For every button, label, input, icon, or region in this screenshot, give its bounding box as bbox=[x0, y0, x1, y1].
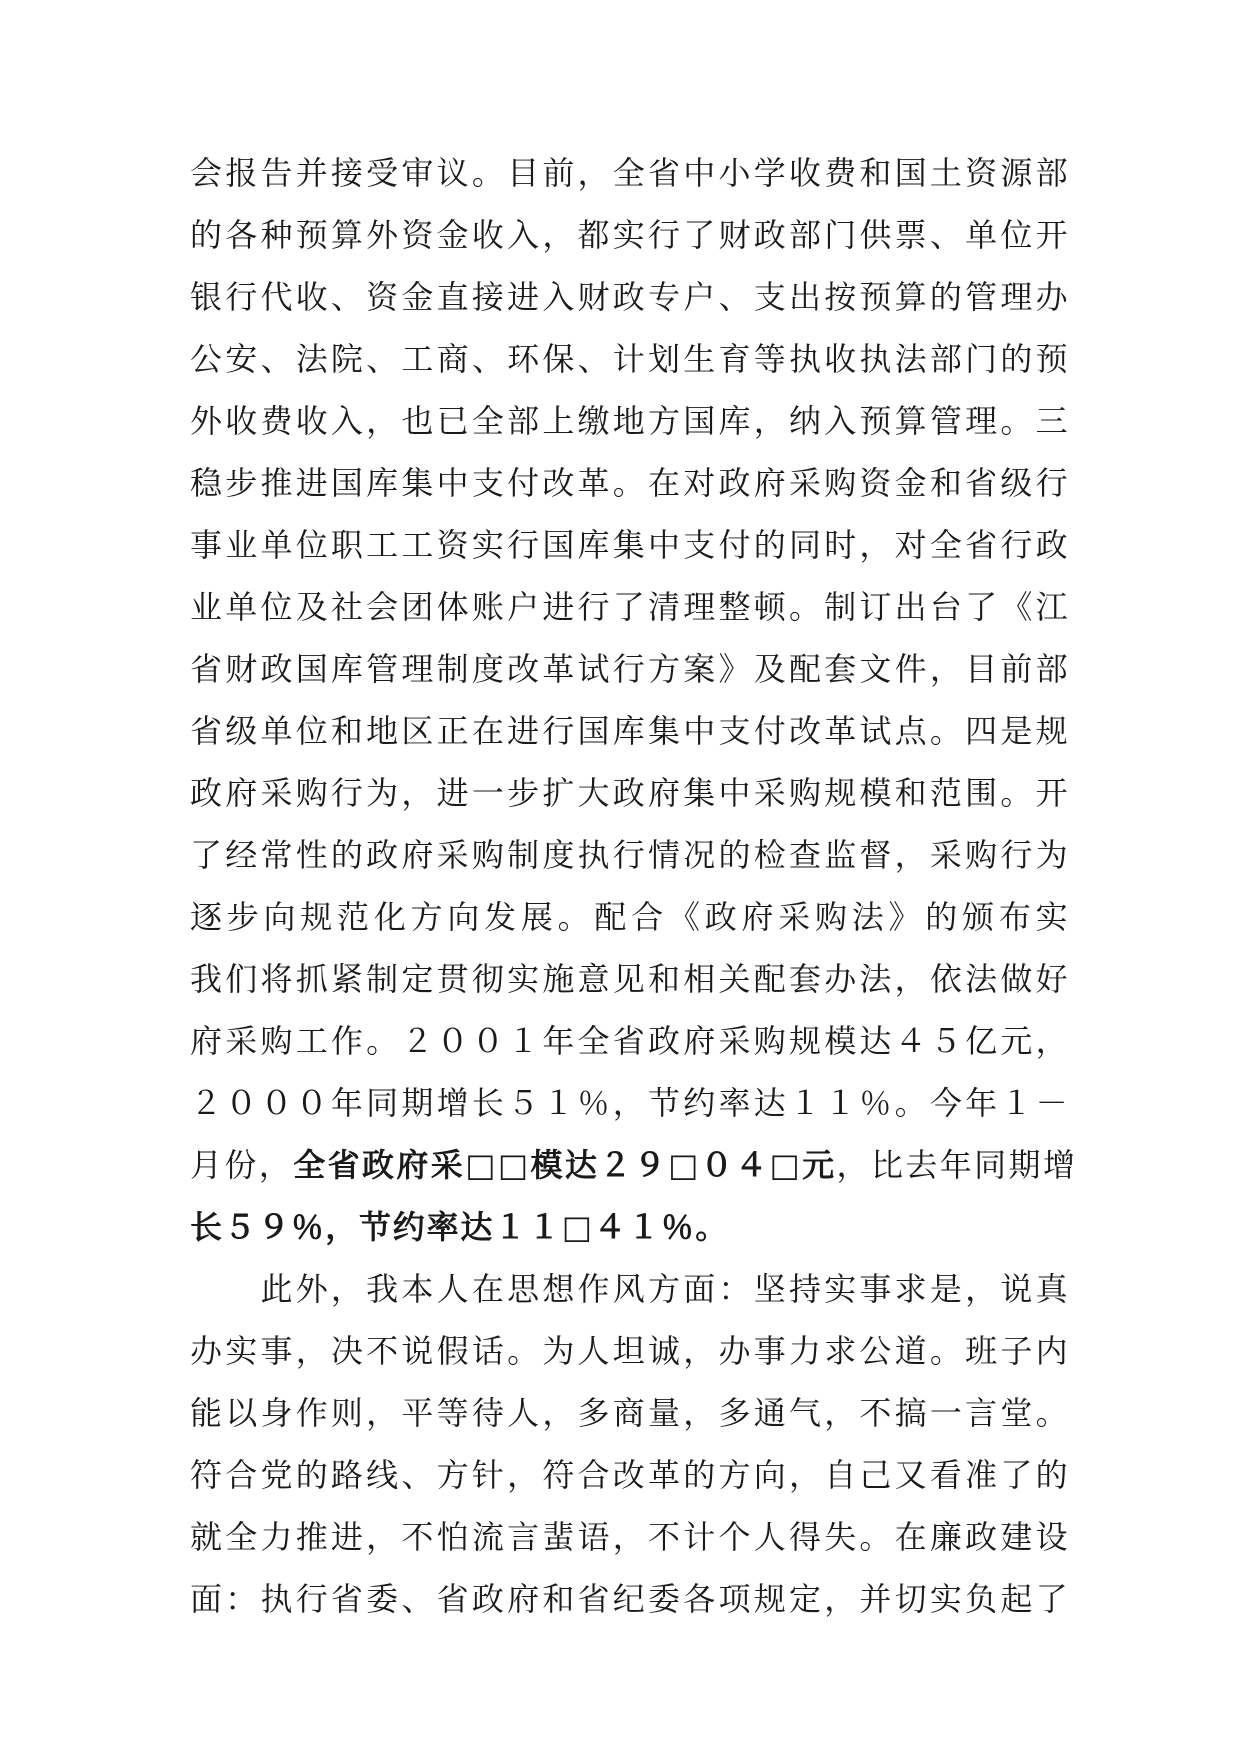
body-text bbox=[190, 142, 1078, 1630]
text-line-7: 事业单位职工工资实行国库集中支付的同时，对全省行政 bbox=[190, 526, 1070, 564]
text-line-1: 会报告并接受审议。目前，全省中小学收费和国土资源部 bbox=[190, 154, 1070, 192]
paragraph2-line-4: 符合党的路线、方针，符合改革的方向，自己又看准了的 bbox=[190, 1456, 1070, 1494]
text-line-11: 政府采购行为，进一步扩大政府集中采购规模和范围。开 bbox=[190, 774, 1070, 812]
text-line-17-mixed bbox=[190, 1134, 1078, 1196]
text-line-9: 省财政国库管理制度改革试行方案》及配套文件，目前部 bbox=[190, 650, 1070, 688]
paragraph2-line-6: 面：执行省委、省政府和省纪委各项规定，并切实负起了 bbox=[190, 1580, 1070, 1618]
paragraph2-line-1: 此外，我本人在思想作风方面：坚持实事求是，说真 bbox=[260, 1270, 1070, 1308]
text-line-12: 了经常性的政府采购制度执行情况的检查监督，采购行为 bbox=[190, 836, 1070, 874]
text-line-13: 逐步向规范化方向发展。配合《政府采购法》的颁布实 bbox=[190, 898, 1070, 936]
paragraph2-line-2: 办实事，决不说假话。为人坦诚，办事力求公道。班子内 bbox=[190, 1332, 1070, 1370]
text-line-3: 银行代收、资金直接进入财政专户、支出按预算的管理办 bbox=[190, 278, 1070, 316]
text-line-6: 稳步推进国库集中支付改革。在对政府采购资金和省级行 bbox=[190, 464, 1070, 502]
mixed-part-2-bold: 全省政府采□□模达２９□０４□元 bbox=[293, 1146, 837, 1184]
mixed-part-3: ，比去年同期增 bbox=[836, 1146, 1078, 1184]
text-line-18-bold: 长５９％，节约率达１１□４１％。 bbox=[190, 1208, 730, 1246]
paragraph2-line-5: 就全力推进，不怕流言蜚语，不计个人得失。在廉政建设 bbox=[190, 1518, 1070, 1556]
text-line-4: 公安、法院、工商、环保、计划生育等执收执法部门的预 bbox=[190, 340, 1070, 378]
text-line-2: 的各种预算外资金收入，都实行了财政部门供票、单位开 bbox=[190, 216, 1070, 254]
mixed-part-1: 月份， bbox=[190, 1146, 294, 1184]
text-line-8: 业单位及社会团体账户进行了清理整顿。制订出台了《江 bbox=[190, 588, 1070, 626]
paragraph2-line-3: 能以身作则，平等待人，多商量，多通气，不搞一言堂。 bbox=[190, 1394, 1070, 1432]
text-line-14: 我们将抓紧制定贯彻实施意见和相关配套办法，依法做好 bbox=[190, 960, 1070, 998]
text-line-15: 府采购工作。２００１年全省政府采购规模达４５亿元， bbox=[190, 1022, 1070, 1060]
text-line-10: 省级单位和地区正在进行国库集中支付改革试点。四是规 bbox=[190, 712, 1070, 750]
text-line-16: ２０００年同期增长５１％，节约率达１１％。今年１－ bbox=[190, 1084, 1070, 1122]
text-line-5: 外收费收入，也已全部上缴地方国库，纳入预算管理。三 bbox=[190, 402, 1070, 440]
